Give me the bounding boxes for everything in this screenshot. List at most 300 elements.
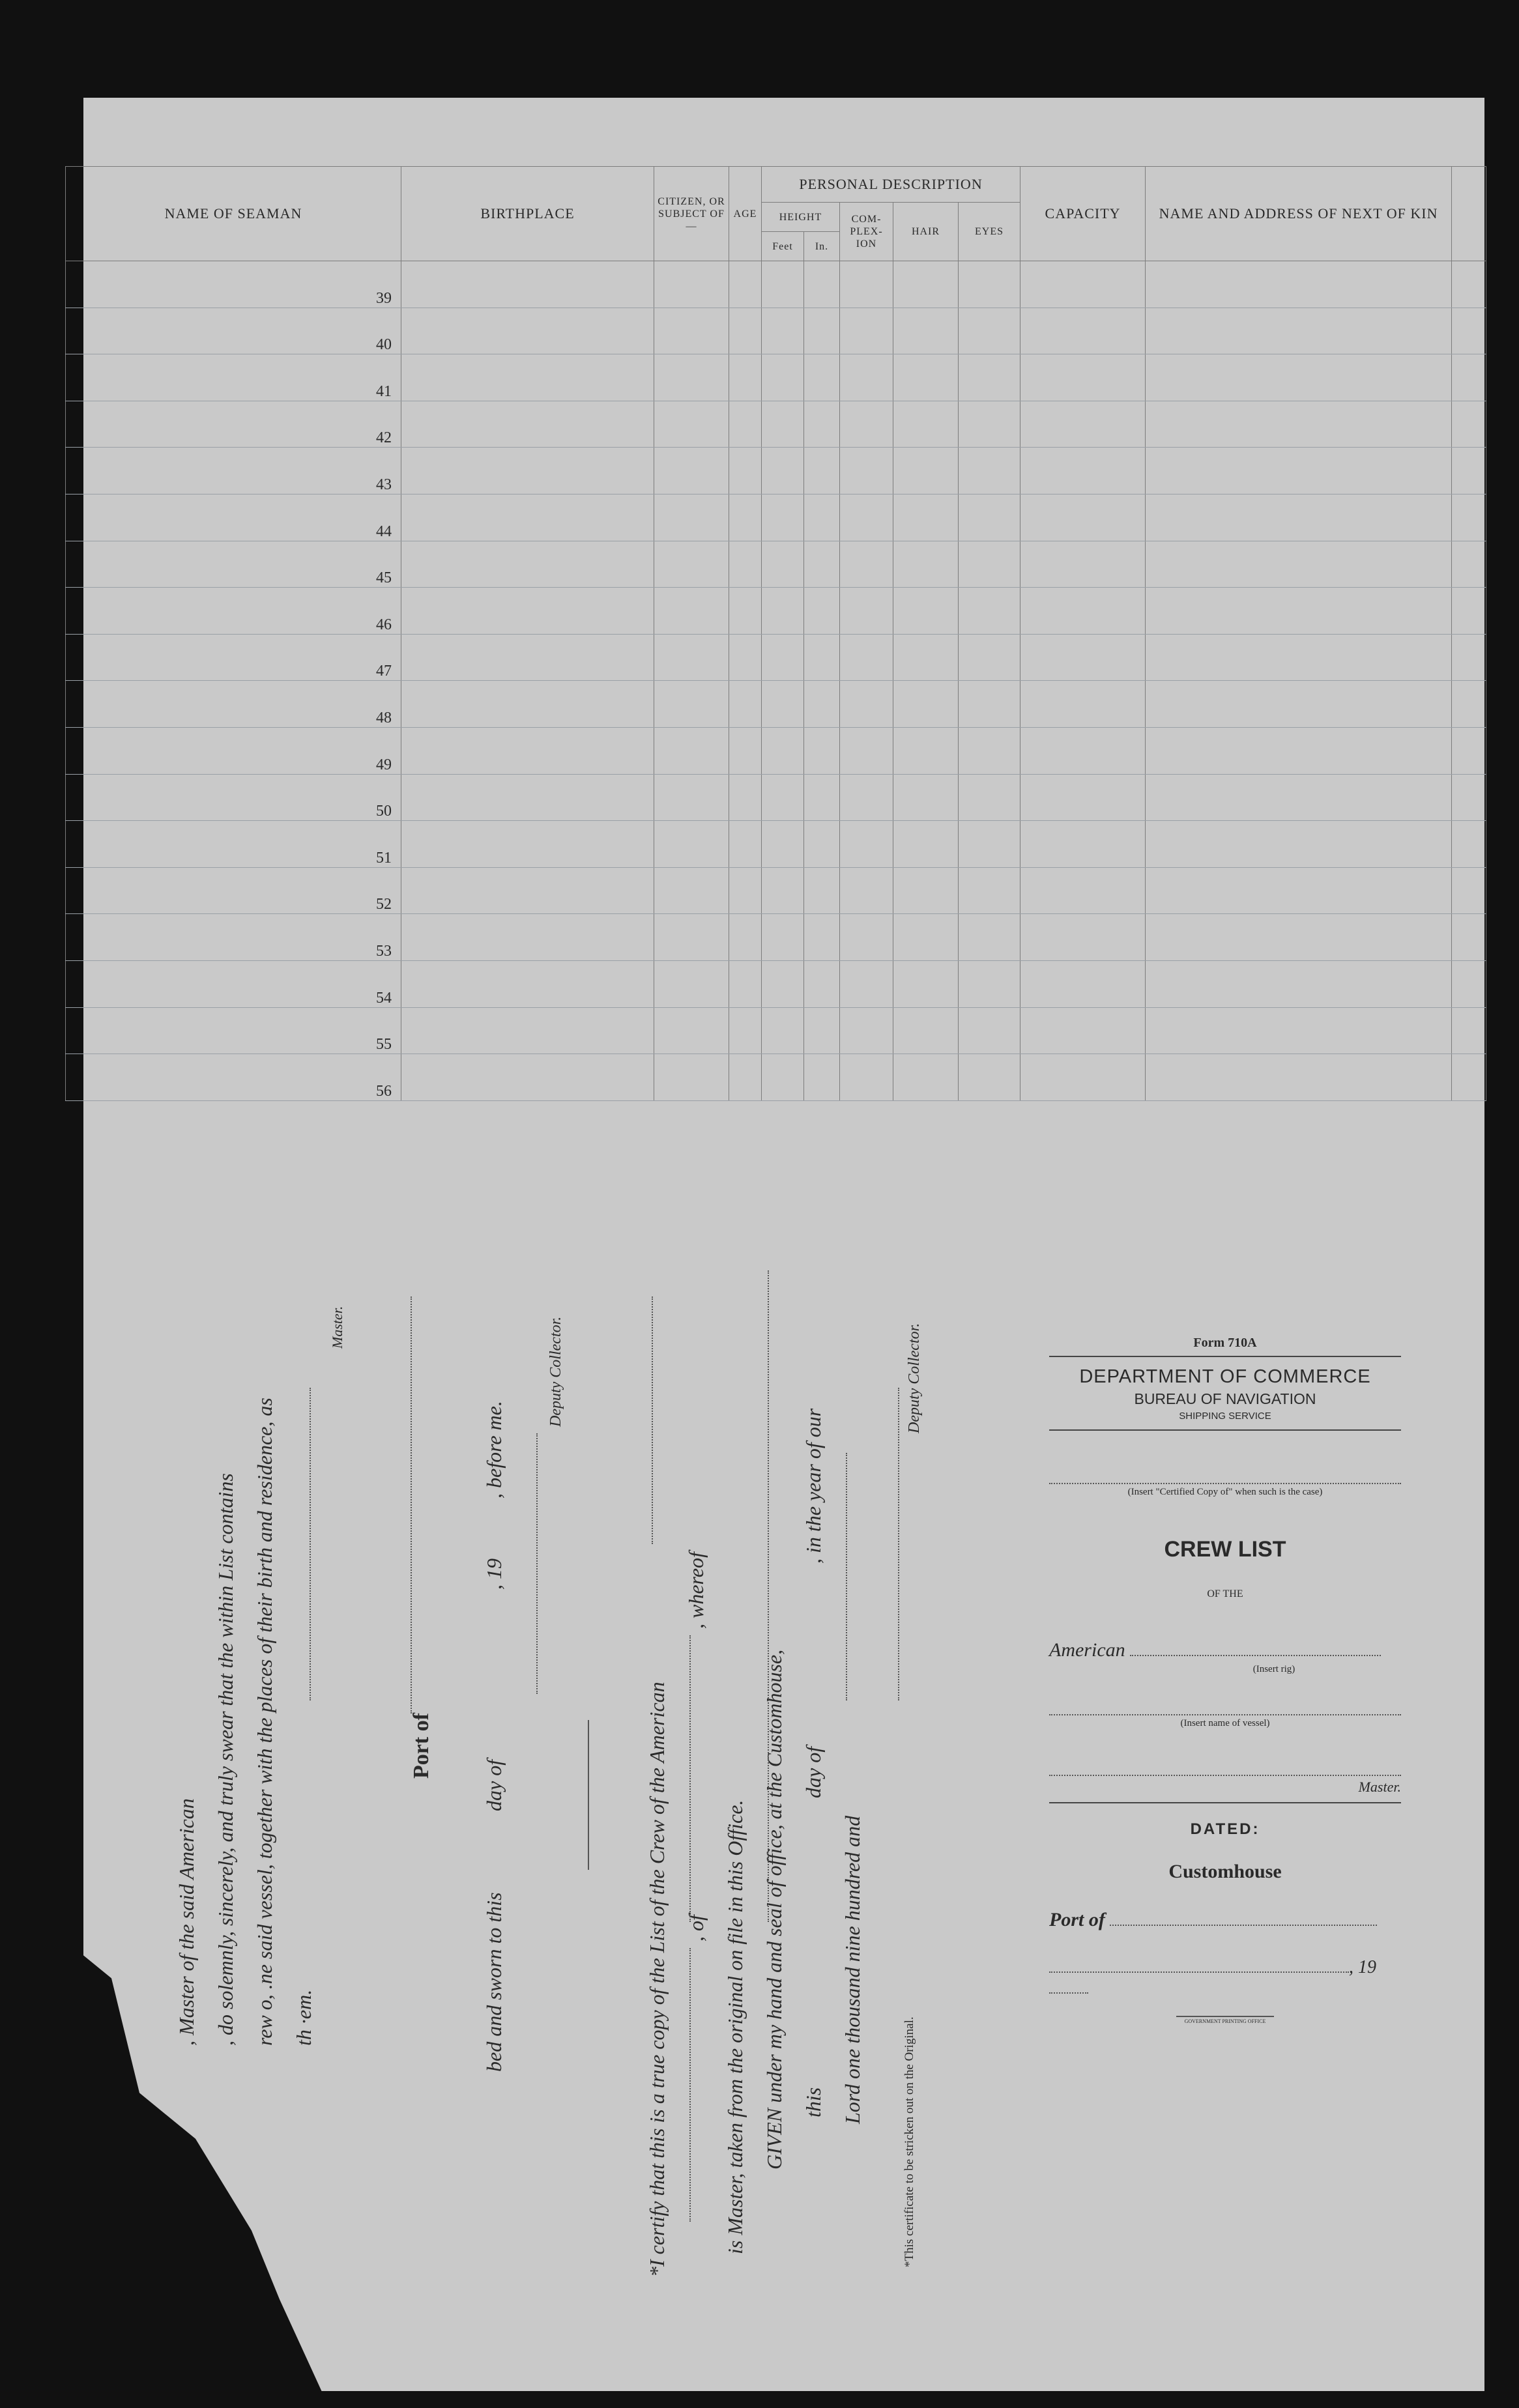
oath-day-of: day of — [482, 1759, 506, 1811]
table-cell — [959, 308, 1020, 354]
table-cell — [762, 308, 804, 354]
table-cell — [804, 588, 840, 635]
table-row — [66, 588, 1486, 635]
table-cell — [729, 681, 762, 728]
cert-customhouse-line — [768, 1270, 769, 1922]
table-cell — [804, 774, 840, 821]
table-cell — [1020, 541, 1146, 588]
table-cell — [1452, 821, 1486, 868]
row-number: 39 — [66, 261, 401, 308]
table-row — [66, 541, 1486, 588]
table-row — [66, 914, 1486, 961]
table-cell — [959, 261, 1020, 308]
table-cell — [762, 867, 804, 914]
cert-american-line — [652, 1297, 653, 1544]
table-cell — [1146, 494, 1452, 541]
table-cell — [840, 960, 893, 1007]
row-number: 47 — [66, 634, 401, 681]
cert-year: , in the year of our — [802, 1408, 825, 1564]
table-cell — [729, 867, 762, 914]
row-number: 55 — [66, 1007, 401, 1054]
col-height: HEIGHT — [762, 203, 840, 232]
oath-deputy-collector: Deputy Collector. — [547, 1316, 564, 1427]
table-cell — [959, 494, 1020, 541]
col-age: AGE — [729, 167, 762, 261]
table-cell — [762, 960, 804, 1007]
customhouse-label: Customhouse — [1168, 1861, 1282, 1882]
table-cell — [804, 541, 840, 588]
row-number: 44 — [66, 494, 401, 541]
table-cell — [1452, 354, 1486, 401]
table-cell — [729, 960, 762, 1007]
table-cell — [729, 914, 762, 961]
table-cell — [1146, 261, 1452, 308]
table-cell — [729, 1054, 762, 1101]
table-cell — [401, 681, 654, 728]
table-cell — [762, 588, 804, 635]
table-cell — [654, 1007, 729, 1054]
table-cell — [654, 914, 729, 961]
table-cell — [840, 634, 893, 681]
table-cell — [804, 634, 840, 681]
table-cell — [840, 914, 893, 961]
table-cell — [1020, 681, 1146, 728]
row-number: 42 — [66, 401, 401, 448]
table-cell — [893, 494, 959, 541]
table-cell — [840, 867, 893, 914]
table-cell — [840, 1007, 893, 1054]
table-cell — [401, 727, 654, 774]
cert-whereof: , whereof — [684, 1552, 708, 1629]
table-cell — [959, 821, 1020, 868]
table-cell — [1452, 448, 1486, 494]
table-cell — [959, 448, 1020, 494]
table-row — [66, 494, 1486, 541]
table-cell — [1146, 821, 1452, 868]
table-cell — [804, 494, 840, 541]
port-line — [1110, 1910, 1377, 1926]
table-cell — [1452, 867, 1486, 914]
row-number: 51 — [66, 821, 401, 868]
col-blank — [1452, 167, 1486, 261]
rig-line — [1130, 1641, 1381, 1656]
table-cell — [1146, 308, 1452, 354]
table-cell — [762, 261, 804, 308]
table-cell — [1020, 448, 1146, 494]
row-number: 48 — [66, 681, 401, 728]
insert-vessel-note: (Insert name of vessel) — [1180, 1718, 1270, 1728]
col-hair: HAIR — [893, 203, 959, 261]
insert-rig-note: (Insert rig) — [1252, 1664, 1295, 1674]
table-cell — [401, 1007, 654, 1054]
row-number: 41 — [66, 354, 401, 401]
table-cell — [1020, 1054, 1146, 1101]
table-cell — [959, 914, 1020, 961]
gpo-imprint: GOVERNMENT PRINTING OFFICE — [1184, 2018, 1266, 2024]
table-cell — [654, 727, 729, 774]
table-cell — [1020, 308, 1146, 354]
table-cell — [1146, 541, 1452, 588]
table-cell — [1452, 1007, 1486, 1054]
table-row — [66, 681, 1486, 728]
table-cell — [804, 867, 840, 914]
table-cell — [840, 401, 893, 448]
table-cell — [1146, 867, 1452, 914]
table-cell — [729, 727, 762, 774]
table-cell — [1146, 354, 1452, 401]
table-cell — [893, 401, 959, 448]
table-row — [66, 448, 1486, 494]
table-cell — [1020, 727, 1146, 774]
table-cell — [840, 681, 893, 728]
table-cell — [729, 354, 762, 401]
col-capacity: CAPACITY — [1020, 167, 1146, 261]
col-citizen: CITIZEN, OR SUBJECT OF— — [654, 167, 729, 261]
table-cell — [401, 494, 654, 541]
table-cell — [654, 681, 729, 728]
table-cell — [804, 448, 840, 494]
table-cell — [1146, 960, 1452, 1007]
table-cell — [762, 1054, 804, 1101]
table-cell — [959, 960, 1020, 1007]
table-cell — [401, 261, 654, 308]
cert-deputy-line — [898, 1388, 899, 1700]
col-next-of-kin: NAME AND ADDRESS OF NEXT OF KIN — [1146, 167, 1452, 261]
table-cell — [1452, 261, 1486, 308]
table-cell — [729, 261, 762, 308]
table-cell — [804, 727, 840, 774]
table-cell — [401, 354, 654, 401]
table-cell — [654, 448, 729, 494]
oath-line-crew: rew o, .ne said vessel, together with the places of their birth and residence, as — [253, 1398, 276, 2046]
table-cell — [1146, 401, 1452, 448]
table-cell — [1452, 681, 1486, 728]
table-cell — [893, 261, 959, 308]
table-row — [66, 308, 1486, 354]
table-cell — [804, 960, 840, 1007]
table-cell — [654, 541, 729, 588]
table-cell — [840, 588, 893, 635]
table-cell — [401, 774, 654, 821]
table-cell — [893, 588, 959, 635]
table-cell — [804, 401, 840, 448]
table-cell — [654, 494, 729, 541]
col-inches: In. — [804, 232, 840, 261]
oath-nineteen: , 19 — [482, 1558, 506, 1590]
table-cell — [1146, 727, 1452, 774]
certified-copy-line — [1049, 1483, 1401, 1484]
table-cell — [401, 308, 654, 354]
table-cell — [762, 914, 804, 961]
row-number: 54 — [66, 960, 401, 1007]
table-cell — [1146, 681, 1452, 728]
crew-list-title: CREW LIST — [1164, 1537, 1286, 1562]
table-cell — [959, 681, 1020, 728]
table-cell — [804, 914, 840, 961]
row-number: 52 — [66, 867, 401, 914]
table-row — [66, 634, 1486, 681]
table-cell — [804, 1054, 840, 1101]
department-title: DEPARTMENT OF COMMERCE — [1079, 1366, 1371, 1387]
cert-deputy-collector: Deputy Collector. — [906, 1323, 923, 1433]
port-of-line — [411, 1297, 412, 1713]
table-cell — [1020, 914, 1146, 961]
table-cell — [1146, 634, 1452, 681]
table-cell — [893, 774, 959, 821]
table-cell — [654, 308, 729, 354]
table-row — [66, 867, 1486, 914]
crew-table — [65, 166, 1486, 1101]
table-cell — [1146, 588, 1452, 635]
table-cell — [840, 727, 893, 774]
cert-name-line — [689, 1948, 691, 2222]
table-cell — [729, 1007, 762, 1054]
table-cell — [762, 727, 804, 774]
table-cell — [1452, 774, 1486, 821]
table-cell — [840, 774, 893, 821]
table-cell — [1452, 1054, 1486, 1101]
table-cell — [959, 634, 1020, 681]
table-cell — [654, 867, 729, 914]
cert-day-of: day of — [802, 1746, 825, 1798]
table-cell — [1020, 588, 1146, 635]
oath-line-swear: , do solemnly, sincerely, and truly swear that the within List contains — [214, 1473, 237, 2046]
table-cell — [959, 401, 1020, 448]
table-cell — [893, 634, 959, 681]
master-signature-line — [310, 1388, 311, 1700]
table-cell — [893, 1007, 959, 1054]
table-cell — [654, 1054, 729, 1101]
table-cell — [1452, 634, 1486, 681]
table-cell — [729, 401, 762, 448]
table-cell — [1146, 774, 1452, 821]
table-cell — [1452, 308, 1486, 354]
of-the-label: OF THE — [1207, 1588, 1243, 1599]
table-cell — [401, 821, 654, 868]
table-cell — [401, 401, 654, 448]
table-cell — [893, 1054, 959, 1101]
american-label: American — [1049, 1639, 1125, 1661]
table-cell — [762, 1007, 804, 1054]
table-cell — [840, 494, 893, 541]
cert-footnote: *This certificate to be stricken out on the Original. — [903, 2016, 916, 2267]
table-cell — [1020, 1007, 1146, 1054]
oath-sworn-line: bed and sworn to this — [482, 1892, 506, 2072]
cert-year-line — [846, 1453, 847, 1700]
table-cell — [1020, 354, 1146, 401]
table-cell — [729, 541, 762, 588]
table-cell — [1452, 541, 1486, 588]
table-cell — [893, 821, 959, 868]
table-cell — [401, 634, 654, 681]
table-cell — [804, 308, 840, 354]
table-cell — [1452, 494, 1486, 541]
table-cell — [893, 960, 959, 1007]
table-row — [66, 727, 1486, 774]
table-cell — [401, 448, 654, 494]
oath-line-master: , Master of the said American — [175, 1798, 198, 2046]
cert-of: , of — [684, 1915, 708, 1942]
table-cell — [959, 588, 1020, 635]
table-cell — [654, 261, 729, 308]
table-cell — [762, 354, 804, 401]
table-cell — [1452, 727, 1486, 774]
table-cell — [1452, 401, 1486, 448]
table-cell — [654, 588, 729, 635]
table-cell — [840, 448, 893, 494]
table-cell — [729, 308, 762, 354]
table-cell — [1020, 774, 1146, 821]
table-cell — [401, 541, 654, 588]
table-row — [66, 1007, 1486, 1054]
oath-port-of: Port of — [409, 1712, 433, 1779]
table-cell — [1020, 821, 1146, 868]
table-cell — [959, 541, 1020, 588]
table-row — [66, 774, 1486, 821]
table-cell — [1146, 1007, 1452, 1054]
table-cell — [959, 867, 1020, 914]
table-cell — [893, 541, 959, 588]
table-cell — [1146, 914, 1452, 961]
col-personal-description: PERSONAL DESCRIPTION — [762, 167, 1020, 203]
table-cell — [893, 914, 959, 961]
table-cell — [729, 774, 762, 821]
table-row — [66, 261, 1486, 308]
master-name-line — [1049, 1775, 1401, 1776]
row-number: 56 — [66, 1054, 401, 1101]
table-row — [66, 821, 1486, 868]
table-cell — [401, 914, 654, 961]
row-number: 53 — [66, 914, 401, 961]
row-number: 46 — [66, 588, 401, 635]
table-cell — [804, 354, 840, 401]
table-cell — [654, 401, 729, 448]
table-cell — [401, 588, 654, 635]
table-row — [66, 354, 1486, 401]
cert-of-line — [689, 1635, 691, 1922]
row-number: 43 — [66, 448, 401, 494]
table-cell — [804, 1007, 840, 1054]
col-feet: Feet — [762, 232, 804, 261]
table-cell — [762, 401, 804, 448]
table-cell — [1452, 960, 1486, 1007]
table-cell — [840, 261, 893, 308]
cert-line-3: is Master, taken from the original on file in this Office. — [723, 1799, 747, 2254]
table-cell — [401, 1054, 654, 1101]
table-cell — [959, 774, 1020, 821]
cert-this: this — [802, 2087, 825, 2117]
service-title: SHIPPING SERVICE — [1179, 1411, 1271, 1422]
nineteen-label: , 19 — [1349, 1957, 1376, 1977]
form-number: Form 710A — [1193, 1336, 1257, 1350]
insert-copy-note: (Insert "Certified Copy of" when such is the case) — [1127, 1487, 1323, 1497]
table-cell — [1452, 588, 1486, 635]
table-row — [66, 960, 1486, 1007]
table-cell — [893, 308, 959, 354]
bureau-title: BUREAU OF NAVIGATION — [1134, 1390, 1316, 1407]
oath-before-me: , before me. — [482, 1401, 506, 1498]
table-cell — [762, 541, 804, 588]
dated-label: DATED: — [1190, 1820, 1260, 1838]
table-cell — [1020, 261, 1146, 308]
table-cell — [893, 448, 959, 494]
table-cell — [840, 308, 893, 354]
table-cell — [654, 634, 729, 681]
col-birthplace: BIRTHPLACE — [401, 167, 654, 261]
oath-line-them: th ·em. — [292, 1989, 315, 2046]
table-cell — [729, 821, 762, 868]
table-cell — [1020, 401, 1146, 448]
table-cell — [654, 821, 729, 868]
table-cell — [1146, 1054, 1452, 1101]
year-line — [1049, 1978, 1088, 1994]
table-cell — [729, 448, 762, 494]
table-cell — [654, 960, 729, 1007]
table-cell — [762, 681, 804, 728]
table-cell — [893, 727, 959, 774]
table-cell — [959, 727, 1020, 774]
row-number: 50 — [66, 774, 401, 821]
table-cell — [959, 1007, 1020, 1054]
table-row — [66, 1054, 1486, 1101]
table-cell — [840, 541, 893, 588]
table-cell — [654, 774, 729, 821]
cover-panel — [1049, 1336, 1401, 2024]
divider-rule — [588, 1720, 589, 1870]
table-cell — [1146, 448, 1452, 494]
table-cell — [1020, 867, 1146, 914]
master-label: Master. — [1358, 1779, 1401, 1795]
oath-master-signature: Master. — [329, 1306, 345, 1349]
date-line — [1049, 1957, 1349, 1973]
table-cell — [729, 634, 762, 681]
table-cell — [729, 588, 762, 635]
cert-line-4: GIVEN under my hand and seal of office, at the Customhouse, — [762, 1649, 786, 2170]
cert-lord: Lord one thousand nine hundred and — [841, 1815, 864, 2124]
table-cell — [1020, 634, 1146, 681]
table-cell — [1020, 960, 1146, 1007]
table-cell — [401, 960, 654, 1007]
cert-line-1: *I certify that this is a true copy of the List of the Crew of the American — [645, 1682, 669, 2277]
row-number: 49 — [66, 727, 401, 774]
table-cell — [762, 821, 804, 868]
table-cell — [893, 867, 959, 914]
table-cell — [840, 1054, 893, 1101]
table-cell — [840, 821, 893, 868]
table-cell — [804, 681, 840, 728]
table-cell — [804, 821, 840, 868]
table-cell — [729, 494, 762, 541]
table-row — [66, 401, 1486, 448]
col-complexion: COM- PLEX- ION — [840, 203, 893, 261]
port-of-label: Port of — [1049, 1909, 1105, 1930]
row-number: 45 — [66, 541, 401, 588]
table-cell — [959, 1054, 1020, 1101]
table-cell — [762, 448, 804, 494]
table-cell — [401, 867, 654, 914]
table-cell — [654, 354, 729, 401]
table-cell — [762, 494, 804, 541]
table-cell — [893, 681, 959, 728]
deputy-signature-line — [536, 1433, 538, 1694]
row-number: 40 — [66, 308, 401, 354]
vessel-name-line — [1049, 1714, 1401, 1715]
table-cell — [1020, 494, 1146, 541]
table-cell — [959, 354, 1020, 401]
table-cell — [893, 354, 959, 401]
table-cell — [804, 261, 840, 308]
col-name-of-seaman: NAME OF SEAMAN — [66, 167, 401, 261]
